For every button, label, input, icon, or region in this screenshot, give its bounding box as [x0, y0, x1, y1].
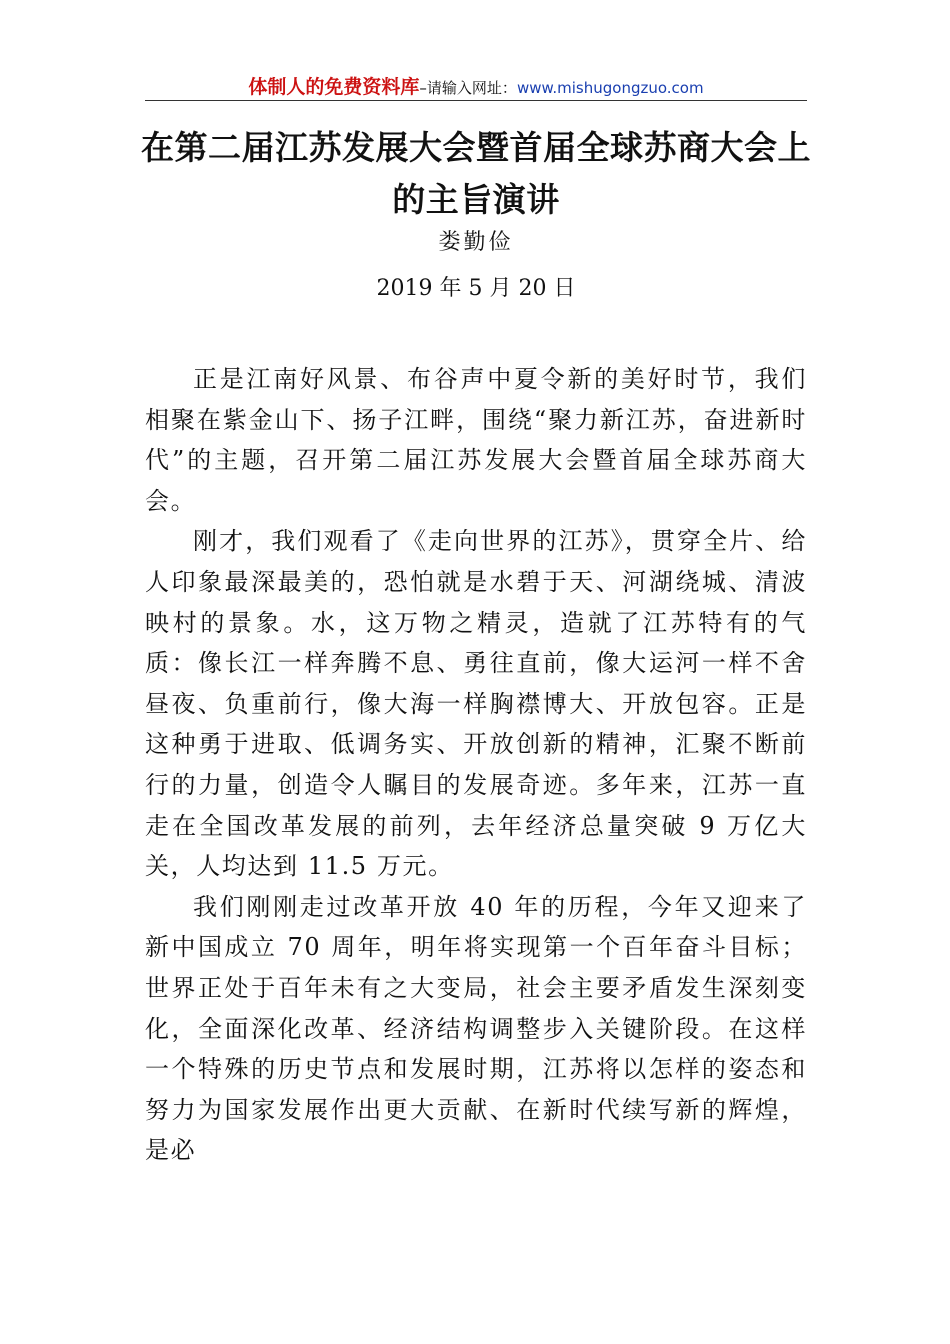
document-body — [145, 359, 807, 1171]
document-title: 在第二届江苏发展大会暨首届全球苏商大会上的主旨演讲 — [141, 128, 811, 219]
document-author: 娄勤俭 — [438, 230, 514, 255]
page-header — [145, 72, 807, 100]
body-paragraph: 我们刚刚走过改革开放 40 年的历程，今年又迎来了新中国成立 70 周年，明年将实现第一个百年奋斗目标；世界正处于百年未有之大变局，社会主要矛盾发生深刻变化，全面深化改革、经济结构调整步入关键阶段。在这样一个特殊的历史节点和发展时期，江苏将以怎样的姿态和努力为国家发展作出更大贡献、在新时代续写新的辉煌，是必 — [145, 892, 807, 1165]
body-paragraph: 正是江南好风景、布谷声中夏令新的美好时节，我们相聚在紫金山下、扬子江畔，围绕“聚力新江苏，奋进新时代”的主题，召开第二届江苏发展大会暨首届全球苏商大会。 — [145, 365, 807, 515]
body-paragraph: 刚才，我们观看了《走向世界的江苏》，贯穿全片、给人印象最深最美的，恐怕就是水碧于天、河湖绕城、清波映村的景象。水，这万物之精灵，造就了江苏特有的气质：像长江一样奔腾不息、勇往直前，像大运河一样不舍昼夜、负重前行，像大海一样胸襟博大、开放包容。正是这种勇于进取、低调务实、开放创新的精神，汇聚不断前行的力量，创造令人瞩目的发展奇迹。多年来，江苏一直走在全国改革发展的前列，去年经济总量突破 9 万亿大关，人均达到 11.5 万元。 — [145, 527, 807, 881]
header-prompt: –请输入网址： — [419, 79, 517, 97]
header-url-link[interactable]: www.mishugongzuo.com — [516, 79, 704, 97]
header-divider — [145, 100, 807, 101]
document-date: 2019 年 5 月 20 日 — [376, 276, 576, 301]
header-brand: 体制人的免费资料库 — [248, 76, 420, 98]
